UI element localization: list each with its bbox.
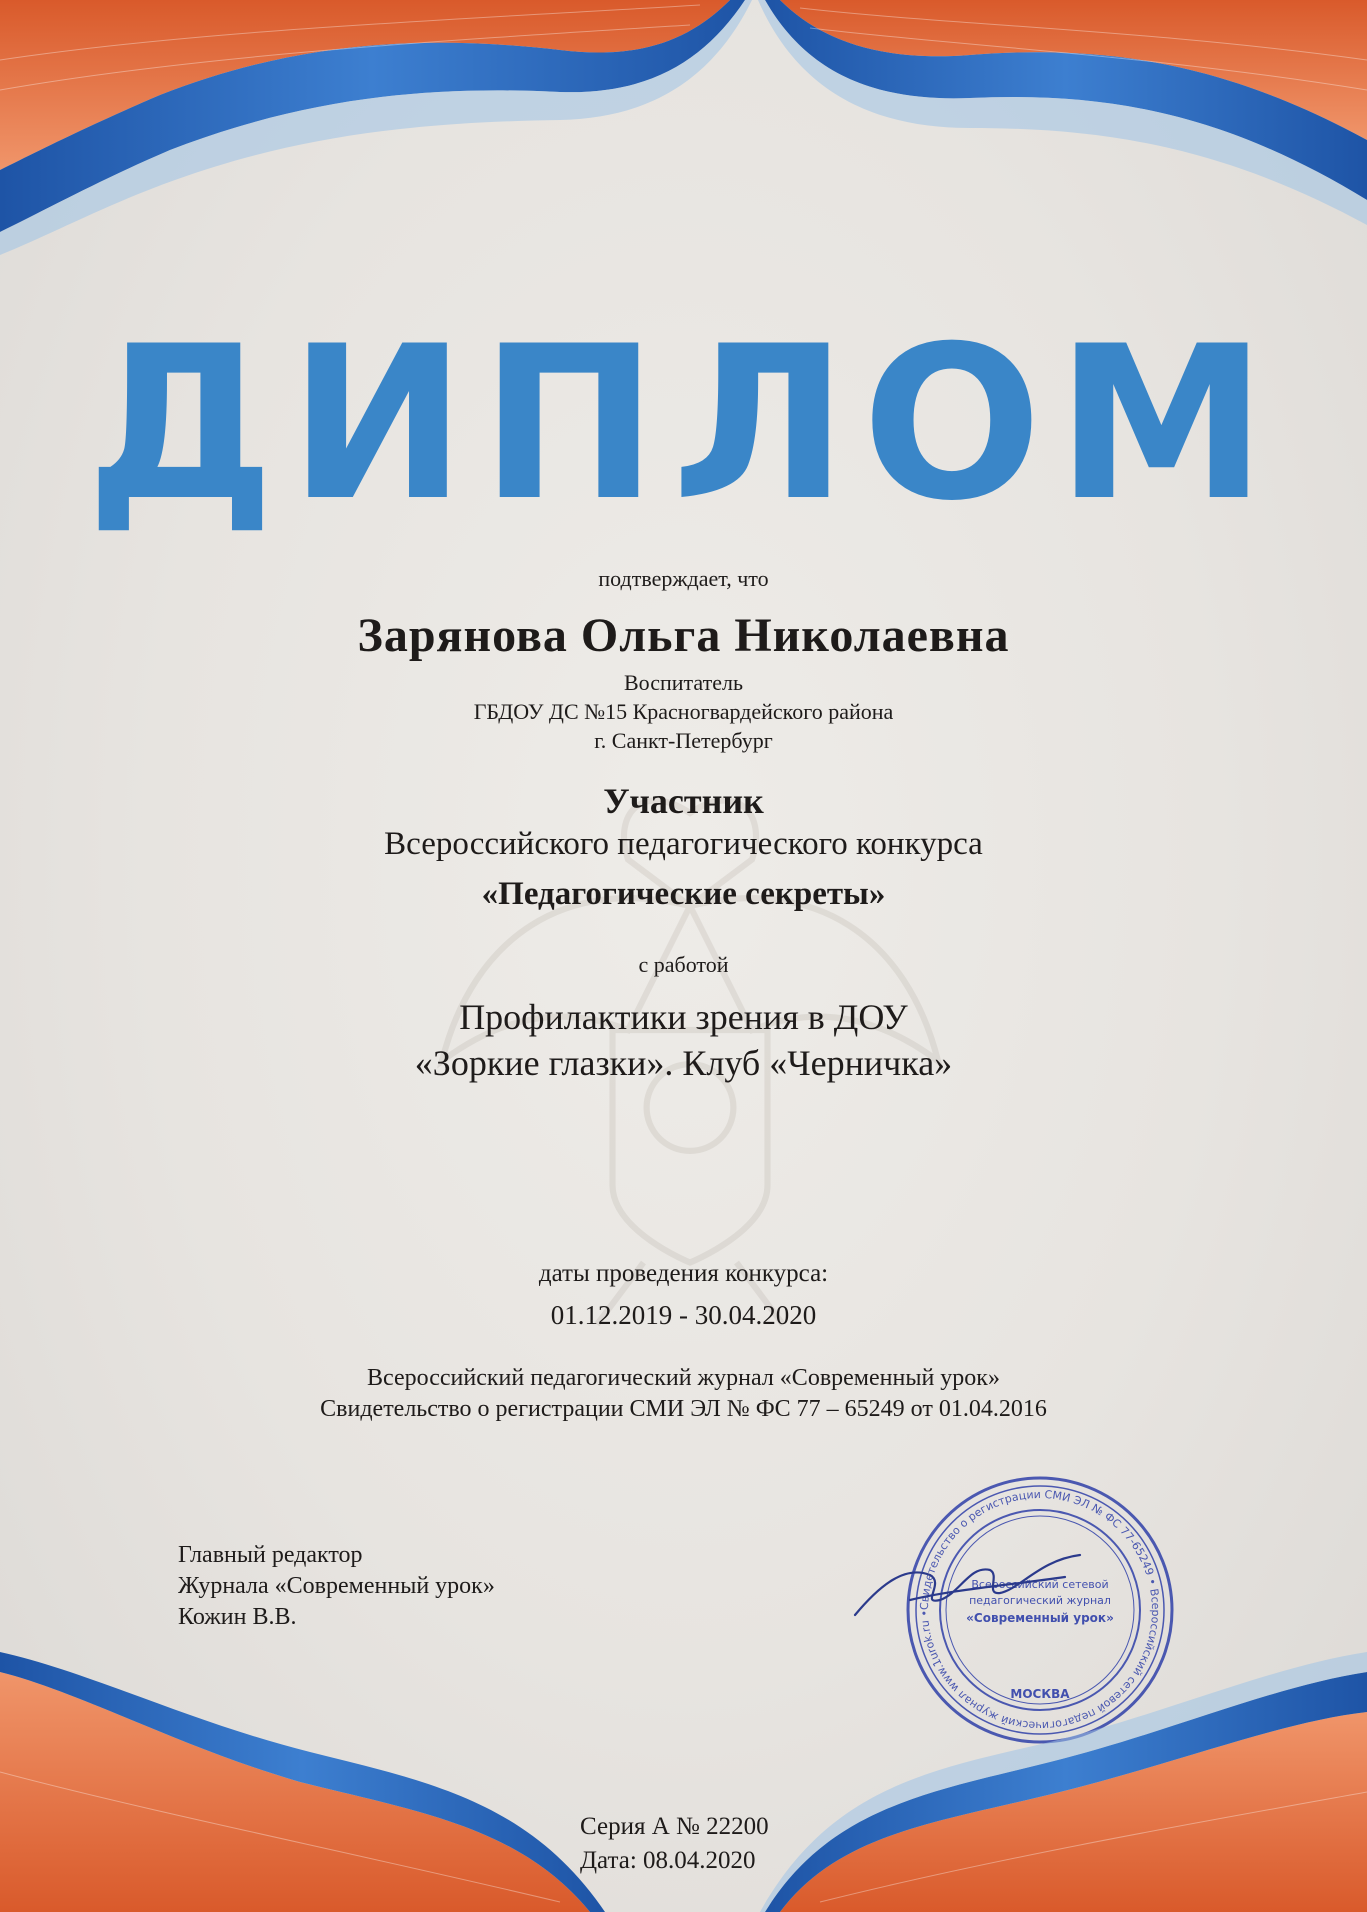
top-decoration [0, 0, 1367, 300]
diploma-series-number: Серия А № 22200 [580, 1813, 769, 1840]
diploma-issue-date: Дата: 08.04.2020 [580, 1847, 756, 1874]
editor-block [178, 1540, 495, 1633]
contest-dates: 01.12.2019 - 30.04.2020 [550, 1300, 817, 1330]
recipient-name: Зарянова Ольга Николаевна [357, 609, 1010, 662]
stamp-city: МОСКВА [1010, 1687, 1070, 1701]
confirms-text: подтверждает, что [598, 566, 769, 591]
editor-signature [850, 1545, 1090, 1625]
stamp-line-3: «Современный урок» [966, 1611, 1114, 1625]
recipient-organization: ГБДОУ ДС №15 Красногвардейского района [473, 699, 894, 724]
stamp-outer-text: Свидетельство о регистрации СМИ ЭЛ № ФС 77-65249 • Всероссийский сетевой педагогический журнал www.1urok.ru • [917, 1487, 1163, 1733]
with-work-label: с работой [638, 952, 729, 977]
recipient-position: Воспитатель [623, 670, 743, 695]
contest-description: Всероссийского педагогического конкурса [384, 826, 983, 862]
diploma-title: ДИПЛОМ [86, 300, 1281, 547]
stamp-line-1: Всероссийский сетевой [971, 1578, 1109, 1591]
work-title-line-1: Профилактики зрения в ДОУ [459, 997, 908, 1037]
dates-label: даты проведения конкурса: [538, 1260, 829, 1287]
editor-name: Кожин В.В. [178, 1604, 297, 1630]
journal-name: Всероссийский педагогический журнал «Современный урок» [367, 1365, 1000, 1391]
stamp-line-2: педагогический журнал [969, 1594, 1111, 1607]
diploma-series-block [580, 1810, 769, 1878]
editor-journal: Журнала «Современный урок» [178, 1573, 495, 1599]
work-title-line-2: «Зоркие глазки». Клуб «Черничка» [414, 1043, 953, 1083]
editor-title: Главный редактор [178, 1542, 363, 1568]
contest-name: «Педагогические секреты» [481, 876, 886, 912]
award-status: Участник [603, 781, 764, 821]
recipient-city: г. Санкт-Петербург [594, 728, 773, 753]
registration-certificate: Свидетельство о регистрации СМИ ЭЛ № ФС 77 – 65249 от 01.04.2016 [320, 1396, 1047, 1422]
